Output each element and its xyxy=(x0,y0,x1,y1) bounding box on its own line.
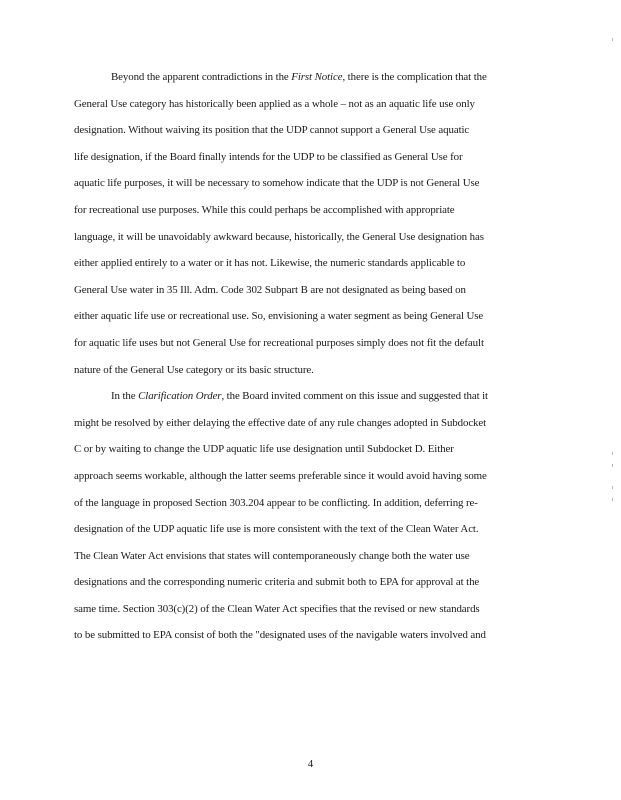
page-number: 4 xyxy=(307,758,314,770)
text-line xyxy=(74,91,549,118)
text-run: General Use category has historically been applied as a whole – not as an aquatic life use only xyxy=(74,97,475,110)
scan-mark xyxy=(612,498,613,501)
text-line xyxy=(74,383,549,410)
text-line xyxy=(74,516,549,543)
text-run: Beyond the apparent contradictions in the xyxy=(111,71,292,83)
text-line xyxy=(74,569,549,596)
text-line xyxy=(74,330,549,357)
text-run: for aquatic life uses but not General Use for recreational purposes simply does not fit the default xyxy=(74,336,484,349)
text-run: same time. Section 303(c)(2) of the Clean Water Act specifies that the revised or new standards xyxy=(74,602,480,615)
text-line xyxy=(74,410,549,437)
text-run: , there is the complication that the xyxy=(342,71,487,83)
text-line xyxy=(74,463,549,490)
text-run: might be resolved by either delaying the effective date of any rule changes adopted in Subdocket xyxy=(74,416,487,429)
text-line xyxy=(74,303,549,330)
text-run: approach seems workable, although the latter seems preferable since it would avoid having some xyxy=(74,469,487,482)
text-line xyxy=(74,144,549,171)
text-line xyxy=(74,543,549,570)
text-run: nature of the General Use category or its basic structure. xyxy=(74,363,314,376)
text-run: General Use water in 35 Ill. Adm. Code 302 Subpart B are not designated as being based on xyxy=(74,283,466,296)
text-run: language, it will be unavoidably awkward because, historically, the General Use designation has xyxy=(74,230,484,243)
scan-mark xyxy=(612,464,613,467)
text-run: life designation, if the Board finally intends for the UDP to be classified as General Use for xyxy=(74,150,463,163)
document-body xyxy=(74,64,549,649)
text-line xyxy=(74,622,549,649)
text-run: for recreational use purposes. While this could perhaps be accomplished with appropriate xyxy=(74,203,455,216)
text-line xyxy=(74,277,549,304)
italic-title: Clarification Order xyxy=(138,390,222,403)
text-line xyxy=(74,170,549,197)
text-run: either aquatic life use or recreational use. So, envisioning a water segment as being General Use xyxy=(74,310,484,323)
scan-mark xyxy=(612,486,613,489)
text-line xyxy=(74,64,549,91)
text-line xyxy=(74,596,549,623)
text-run: aquatic life purposes, it will be necessary to somehow indicate that the UDP is not General Use xyxy=(74,177,480,190)
text-run: to be submitted to EPA consist of both the "designated uses of the navigable waters involved and xyxy=(74,629,486,642)
text-run: designations and the corresponding numeric criteria and submit both to EPA for approval at the xyxy=(74,576,480,589)
paragraph xyxy=(74,64,549,383)
text-run: , the Board invited comment on this issue and suggested that it xyxy=(221,390,488,403)
scan-mark xyxy=(612,38,613,41)
text-run: In the xyxy=(111,390,139,403)
text-line xyxy=(74,197,549,224)
text-line xyxy=(74,250,549,277)
scan-mark xyxy=(612,452,613,455)
text-run: designation. Without waiving its position that the UDP cannot support a General Use aquatic xyxy=(74,124,470,137)
text-line xyxy=(74,436,549,463)
text-line xyxy=(74,117,549,144)
text-run: designation of the UDP aquatic life use is more consistent with the text of the Clean Water Act. xyxy=(74,523,479,536)
text-run: of the language in proposed Section 303.204 appear to be conflicting. In addition, deferring re- xyxy=(74,496,478,509)
text-run: C or by waiting to change the UDP aquatic life use designation until Subdocket D. Either xyxy=(74,443,454,456)
italic-title: First Notice xyxy=(291,71,343,83)
paragraph xyxy=(74,383,549,649)
text-line xyxy=(74,224,549,251)
text-run: The Clean Water Act envisions that states will contemporaneously change both the water use xyxy=(74,549,470,562)
text-line xyxy=(74,357,549,384)
text-line xyxy=(74,490,549,517)
text-run: either applied entirely to a water or it has not. Likewise, the numeric standards applicable to xyxy=(74,257,466,270)
